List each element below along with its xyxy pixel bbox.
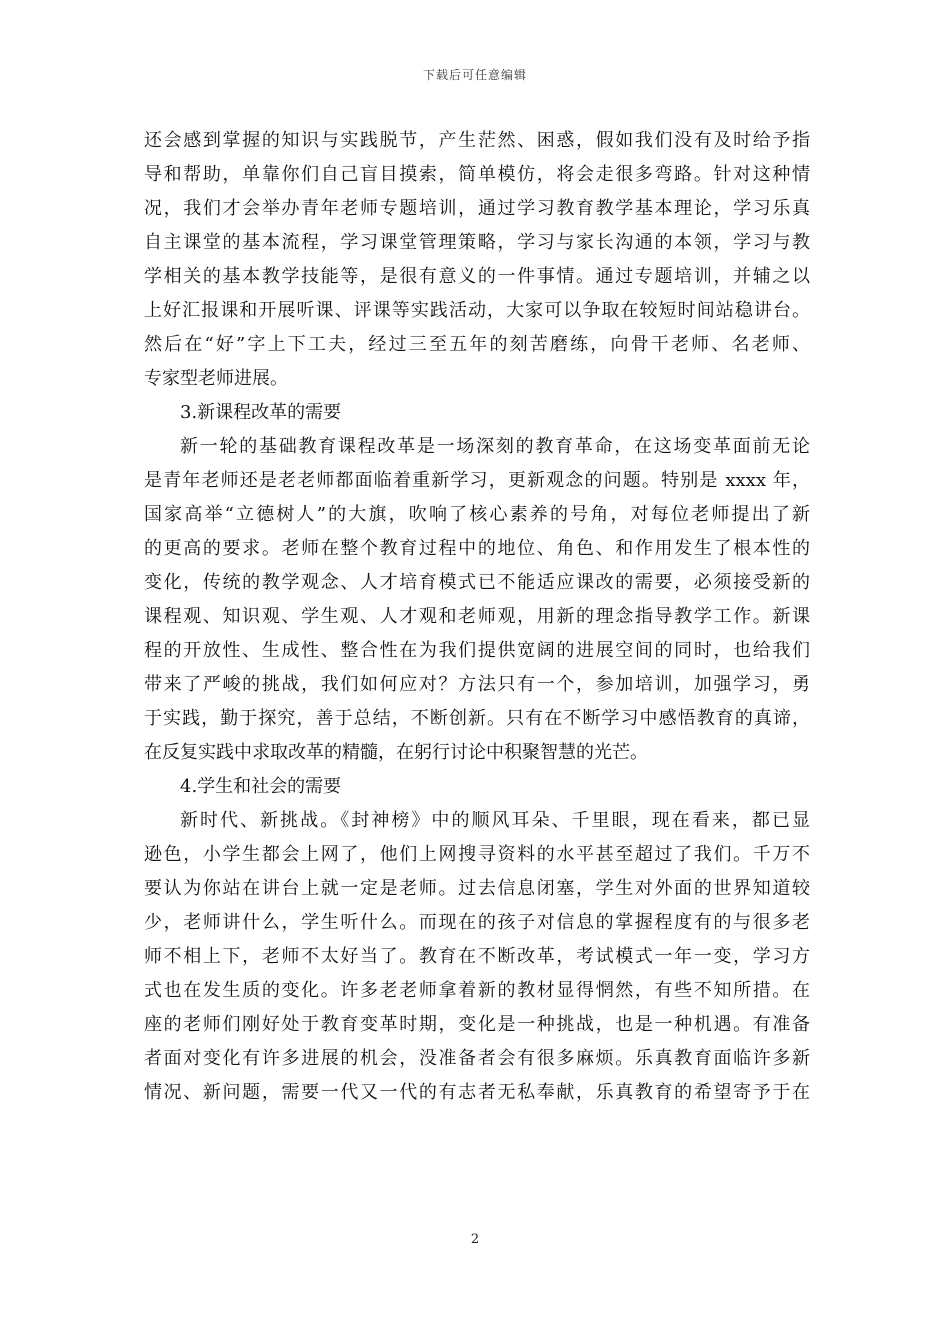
text-line: 新一轮的基础教育课程改革是一场深刻的教育革命，在这场变革面前无论 [180,436,810,457]
text-line: 是青年老师还是老老师都面临着重新学习，更新观念的问题。特别是 xxxx 年， [144,470,810,491]
text-line: 4.学生和社会的需要 [180,776,342,797]
text-line: 者面对变化有许多进展的机会，没准备者会有很多麻烦。乐真教育面临许多新 [144,1048,810,1069]
text-line: 自主课堂的基本流程，学习课堂管理策略，学习与家长沟通的本领，学习与教 [144,232,810,253]
text-line: 变化，传统的教学观念、人才培育模式已不能适应课改的需要，必须接受新的 [144,572,810,593]
text-line: 程的开放性、生成性、整合性在为我们提供宽阔的进展空间的同时，也给我们 [144,640,810,661]
text-line: 上好汇报课和开展听课、评课等实践活动，大家可以争取在较短时间站稳讲台。 [144,300,810,321]
page-number: 2 [470,1232,480,1247]
text-line: 逊色，小学生都会上网了，他们上网搜寻资料的水平甚至超过了我们。千万不 [144,844,810,865]
text-line: 况，我们才会举办青年老师专题培训，通过学习教育教学基本理论，学习乐真 [144,198,810,219]
text-line: 导和帮助，单靠你们自己盲目摸索，简单模仿，将会走很多弯路。针对这种情 [144,164,810,185]
text-line: 课程观、知识观、学生观、人才观和老师观，用新的理念指导教学工作。新课 [144,606,810,627]
text-line: 师不相上下，老师不太好当了。教育在不断改革，考试模式一年一变，学习方 [144,946,810,967]
text-line: 3.新课程改革的需要 [180,402,342,423]
text-line: 带来了严峻的挑战，我们如何应对？方法只有一个，参加培训，加强学习，勇 [144,674,810,695]
text-line: 的更高的要求。老师在整个教育过程中的地位、角色、和作用发生了根本性的 [144,538,810,559]
text-line: 新时代、新挑战。《封神榜》中的顺风耳朵、千里眼，现在看来，都已显 [180,810,810,831]
text-line: 在反复实践中求取改革的精髓，在躬行讨论中积聚智慧的光芒。 [144,742,648,763]
document-body [144,124,810,1110]
page-header: 下载后可任意编辑 [422,68,527,82]
text-line: 座的老师们刚好处于教育变革时期，变化是一种挑战，也是一种机遇。有准备 [144,1014,810,1035]
text-line: 学相关的基本教学技能等，是很有意义的一件事情。通过专题培训，并辅之以 [144,266,810,287]
text-line: 专家型老师进展。 [144,368,288,389]
text-line: 于实践，勤于探究，善于总结，不断创新。只有在不断学习中感悟教育的真谛， [144,708,810,729]
text-line: 还会感到掌握的知识与实践脱节，产生茫然、困惑，假如我们没有及时给予指 [144,130,810,151]
text-line: 要认为你站在讲台上就一定是老师。过去信息闭塞，学生对外面的世界知道较 [144,878,810,899]
text-line: 然后在“好”字上下工夫，经过三至五年的刻苦磨练，向骨干老师、名老师、 [144,334,810,355]
text-line: 式也在发生质的变化。许多老老师拿着新的教材显得惘然，有些不知所措。在 [144,980,810,1001]
text-line: 国家高举“立德树人”的大旗，吹响了核心素养的号角，对每位老师提出了新 [144,504,810,525]
text-line: 情况、新问题，需要一代又一代的有志者无私奉献，乐真教育的希望寄予于在 [144,1082,810,1103]
text-line: 少，老师讲什么，学生听什么。而现在的孩子对信息的掌握程度有的与很多老 [144,912,810,933]
